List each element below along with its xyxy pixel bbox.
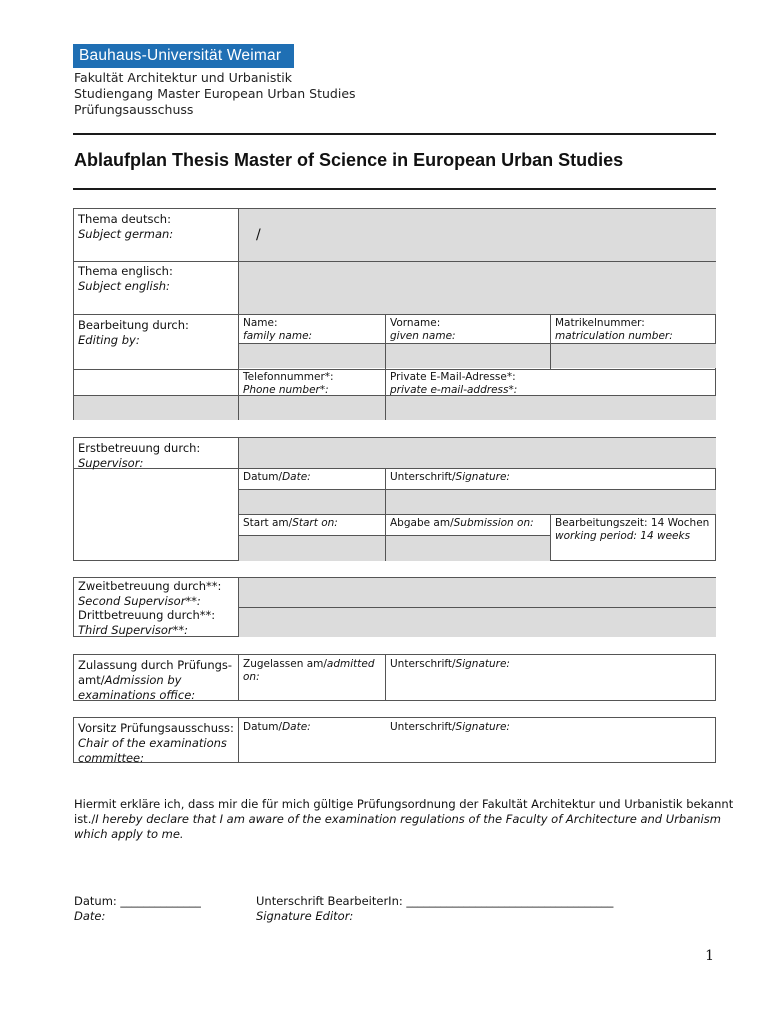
supervisor-label: Erstbetreuung durch: Supervisor: bbox=[78, 441, 201, 470]
university-logo: Bauhaus-Universität Weimar bbox=[73, 44, 294, 68]
topic-de-label: Thema deutsch: Subject german: bbox=[78, 212, 174, 241]
second-supervisor-table bbox=[73, 577, 716, 637]
program-line: Studiengang Master European Urban Studies bbox=[74, 86, 356, 101]
chair-label: Vorsitz Prüfungsausschuss: Chair of the examinations committee: bbox=[78, 721, 234, 765]
family-name-label: Name: family name: bbox=[243, 317, 313, 342]
supervisor-table bbox=[73, 437, 716, 561]
title-rule bbox=[73, 188, 716, 190]
dates-fill bbox=[238, 535, 550, 561]
second-supervisor-label: Zweitbetreuung durch**: Second Supervisor**: Drittbetreuung durch**: Third Supervisor**: bbox=[78, 579, 222, 637]
chair-signature-label: Unterschrift/Signature: bbox=[390, 721, 510, 733]
admitted-on-label: Zugelassen am/admitted on: bbox=[243, 658, 375, 683]
supervisor-signature-fill bbox=[238, 489, 716, 514]
supervisor-date-label: Datum/Date: bbox=[243, 471, 311, 483]
matriculation-label: Matrikelnummer: matriculation number: bbox=[555, 317, 673, 342]
supervisor-name-fill bbox=[238, 438, 716, 468]
page-number: 1 bbox=[705, 948, 714, 964]
topic-editor-table bbox=[73, 208, 716, 420]
supervisor-signature-label: Unterschrift/Signature: bbox=[390, 471, 510, 483]
phone-label: Telefonnummer*: Phone number*: bbox=[243, 371, 334, 396]
admission-signature-label: Unterschrift/Signature: bbox=[390, 658, 510, 670]
working-period-label: Bearbeitungszeit: 14 Wochen working period: 14 weeks bbox=[555, 517, 710, 542]
topic-de-field[interactable]: / bbox=[256, 227, 261, 243]
admission-label: Zulassung durch Prüfungs- amt/Admission by examinations office: bbox=[78, 658, 233, 702]
committee-line: Prüfungsausschuss bbox=[74, 102, 194, 117]
declaration-text: Hiermit erkläre ich, dass mir die für mich gültige Prüfungsordnung der Fakultät Architektur und Urbanistik bekannt ist./I hereby declare that I am aware of the examination regulations of the Faculty of Architecture and Urbanism which apply to me. bbox=[74, 797, 734, 841]
faculty-line: Fakultät Architektur und Urbanistik bbox=[74, 70, 292, 85]
admission-table bbox=[73, 654, 716, 701]
editor-name-fill bbox=[238, 343, 716, 368]
chair-table bbox=[73, 717, 716, 763]
email-label: Private E-Mail-Adresse*: private e-mail-address*: bbox=[390, 371, 518, 396]
footer-signature: Unterschrift BearbeiterIn: ____________________________________ Signature Editor: bbox=[256, 894, 614, 923]
header-rule bbox=[73, 133, 716, 135]
start-label: Start am/Start on: bbox=[243, 517, 338, 529]
topic-en-label: Thema englisch: Subject english: bbox=[78, 264, 173, 293]
footer-date: Datum: ______________ Date: bbox=[74, 894, 201, 923]
editor-label: Bearbeitung durch: Editing by: bbox=[78, 318, 189, 347]
chair-date-label: Datum/Date: bbox=[243, 721, 311, 733]
given-name-label: Vorname: given name: bbox=[390, 317, 456, 342]
submission-label: Abgabe am/Submission on: bbox=[390, 517, 534, 529]
page-title: Ablaufplan Thesis Master of Science in European Urban Studies bbox=[74, 150, 624, 170]
